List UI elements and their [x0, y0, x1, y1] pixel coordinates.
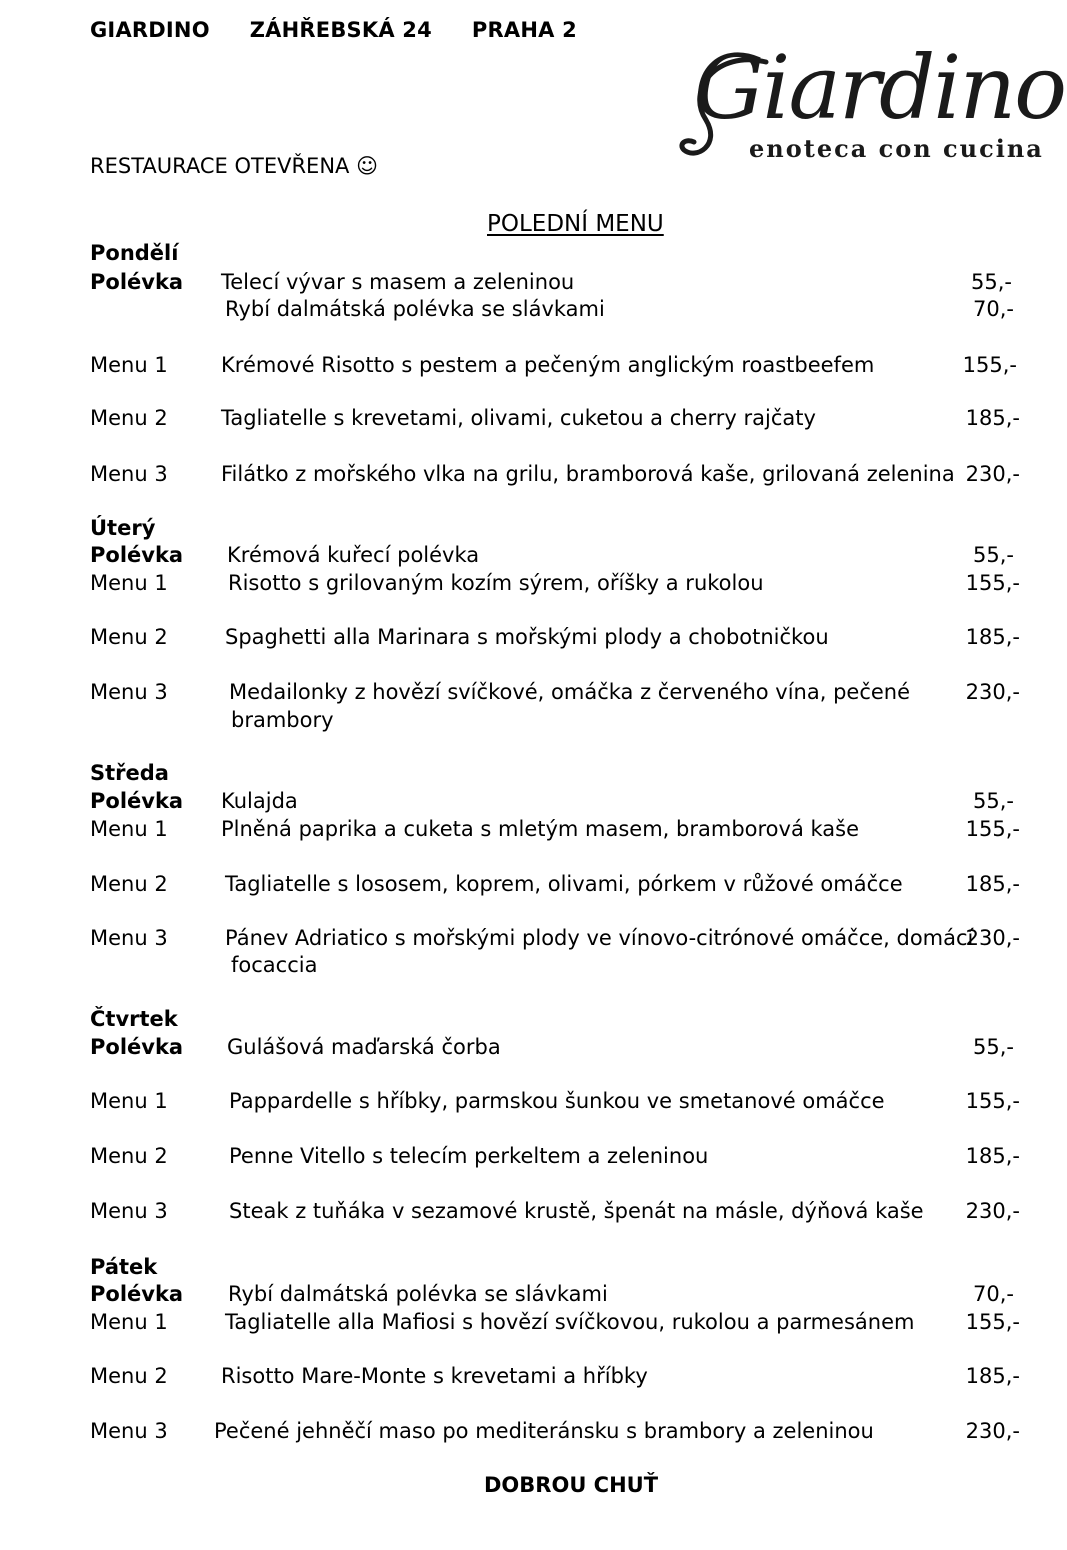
menu-item-dish: Pappardelle s hříbky, parmskou šunkou ve smetanové omáčce	[229, 1089, 885, 1113]
restaurant-name: GIARDINO	[90, 18, 210, 42]
menu-item-price: 70,-	[973, 297, 1014, 321]
menu-label: Menu 2	[90, 406, 168, 430]
giardino-logo	[676, 36, 1066, 170]
day-heading-thursday: Čtvrtek	[90, 1007, 178, 1031]
menu-label: Menu 1	[90, 1089, 168, 1113]
menu-label: Menu 2	[90, 1364, 168, 1388]
menu-item-price: 70,-	[973, 1282, 1014, 1306]
menu-item-price: 155,-	[962, 353, 1017, 377]
menu-item-dish: Telecí vývar s masem a zeleninou	[221, 270, 575, 294]
menu-item-price: 230,-	[965, 1419, 1020, 1443]
day-heading-monday: Pondělí	[90, 241, 179, 265]
menu-label: Menu 1	[90, 1310, 168, 1334]
menu-item-dish: Filátko z mořského vlka na grilu, bramborová kaše, grilovaná zelenina	[221, 462, 955, 486]
day-heading-wednesday: Středa	[90, 761, 169, 785]
menu-item-price: 55,-	[971, 270, 1012, 294]
menu-item-price: 155,-	[965, 1089, 1020, 1113]
menu-item-price: 55,-	[973, 1035, 1014, 1059]
menu-item-dish: Tagliatelle s lososem, koprem, olivami, pórkem v růžové omáčce	[225, 872, 903, 896]
menu-label: Menu 3	[90, 926, 168, 950]
restaurant-status: RESTAURACE OTEVŘENA ☺	[90, 154, 378, 178]
day-heading-friday: Pátek	[90, 1255, 158, 1279]
menu-label: Menu 2	[90, 1144, 168, 1168]
menu-label: Menu 1	[90, 571, 168, 595]
menu-item-dish: Kulajda	[221, 789, 298, 813]
menu-item-price: 155,-	[965, 571, 1020, 595]
menu-item-dish: Spaghetti alla Marinara s mořskými plody a chobotničkou	[225, 625, 829, 649]
menu-item-dish: Risotto Mare-Monte s krevetami a hříbky	[221, 1364, 648, 1388]
menu-item-price: 55,-	[973, 543, 1014, 567]
menu-item-price: 155,-	[965, 817, 1020, 841]
logo-subtitle: enoteca con cucina	[749, 134, 1044, 163]
menu-item-dish: Steak z tuňáka v sezamové krustě, špenát na másle, dýňová kaše	[229, 1199, 924, 1223]
menu-item-dish: Tagliatelle alla Mafiosi s hovězí svíčkovou, rukolou a parmesánem	[225, 1310, 915, 1334]
restaurant-address-header	[90, 18, 583, 42]
menu-item-dish: Rybí dalmátská polévka se slávkami	[225, 297, 605, 321]
menu-item-dish: Rybí dalmátská polévka se slávkami	[228, 1282, 608, 1306]
menu-item-dish: Krémová kuřecí polévka	[227, 543, 480, 567]
menu-item-dish: Plněná paprika a cuketa s mletým masem, bramborová kaše	[221, 817, 860, 841]
soup-label: Polévka	[90, 789, 184, 813]
menu-item-price: 55,-	[973, 789, 1014, 813]
menu-item-price: 230,-	[965, 926, 1020, 950]
soup-label: Polévka	[90, 270, 184, 294]
day-heading-tuesday: Úterý	[90, 516, 156, 540]
logo-script-text: Giardino	[694, 36, 1066, 139]
soup-label: Polévka	[90, 1282, 184, 1306]
menu-label: Menu 2	[90, 872, 168, 896]
menu-title: POLEDNÍ MENU	[487, 211, 664, 237]
menu-item-dish: Krémové Risotto s pestem a pečeným anglickým roastbeefem	[221, 353, 875, 377]
menu-item-dish: Pánev Adriatico s mořskými plody ve vínovo-citrónové omáčce, domácí	[225, 926, 974, 950]
soup-label: Polévka	[90, 543, 184, 567]
restaurant-city: PRAHA 2	[471, 18, 577, 42]
menu-item-dish: Penne Vitello s telecím perkeltem a zeleninou	[229, 1144, 709, 1168]
menu-label: Menu 2	[90, 625, 168, 649]
menu-label: Menu 3	[90, 462, 168, 486]
soup-label: Polévka	[90, 1035, 184, 1059]
menu-item-dish: Gulášová maďarská čorba	[227, 1035, 501, 1059]
restaurant-street: ZÁHŘEBSKÁ 24	[249, 18, 432, 42]
menu-item-dish: Pečené jehněčí maso po mediteránsku s brambory a zeleninou	[214, 1419, 874, 1443]
menu-label: Menu 3	[90, 1419, 168, 1443]
menu-item-dish-continued: brambory	[231, 708, 334, 732]
menu-item-price: 230,-	[965, 462, 1020, 486]
menu-item-price: 230,-	[965, 1199, 1020, 1223]
menu-item-dish: Medailonky z hovězí svíčkové, omáčka z červeného vína, pečené	[229, 680, 911, 704]
menu-label: Menu 3	[90, 1199, 168, 1223]
menu-label: Menu 1	[90, 353, 168, 377]
menu-item-price: 185,-	[965, 872, 1020, 896]
closing-greeting: DOBROU CHUŤ	[484, 1473, 659, 1497]
menu-item-price: 155,-	[965, 1310, 1020, 1334]
menu-item-dish: Tagliatelle s krevetami, olivami, cuketou a cherry rajčaty	[221, 406, 816, 430]
menu-item-price: 185,-	[965, 625, 1020, 649]
menu-item-price: 185,-	[965, 1364, 1020, 1388]
menu-item-price: 185,-	[965, 406, 1020, 430]
menu-label: Menu 1	[90, 817, 168, 841]
menu-item-dish-continued: focaccia	[231, 953, 318, 977]
menu-item-dish: Risotto s grilovaným kozím sýrem, oříšky a rukolou	[228, 571, 764, 595]
menu-label: Menu 3	[90, 680, 168, 704]
menu-item-price: 185,-	[965, 1144, 1020, 1168]
menu-item-price: 230,-	[965, 680, 1020, 704]
